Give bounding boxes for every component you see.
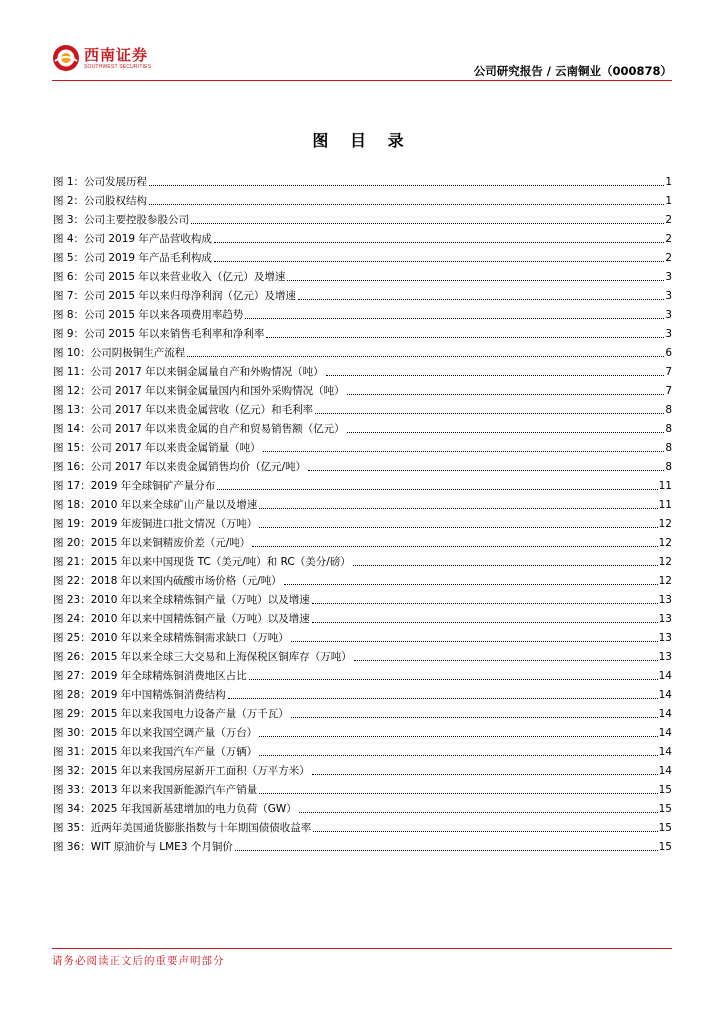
toc-entry-page-number: 15 — [658, 841, 672, 853]
footer-divider — [52, 948, 672, 949]
toc-dot-leader — [214, 261, 664, 262]
toc-entry[interactable] — [53, 170, 672, 189]
toc-entry-label: 图 20：2015 年以来铜精废价差（元/吨） — [53, 537, 251, 549]
toc-dot-leader — [252, 546, 657, 547]
toc-entry[interactable] — [53, 778, 672, 797]
toc-dot-leader — [312, 603, 658, 604]
toc-dot-leader — [149, 185, 664, 186]
toc-dot-leader — [249, 679, 658, 680]
toc-entry[interactable] — [53, 626, 672, 645]
toc-entry[interactable] — [53, 740, 672, 759]
header-divider — [52, 80, 672, 81]
toc-entry-page-number: 12 — [658, 518, 672, 530]
toc-entry[interactable] — [53, 398, 672, 417]
toc-entry-page-number: 14 — [658, 765, 672, 777]
toc-entry[interactable] — [53, 816, 672, 835]
toc-entry[interactable] — [53, 531, 672, 550]
toc-dot-leader — [308, 470, 664, 471]
toc-entry[interactable] — [53, 721, 672, 740]
toc-dot-leader — [217, 489, 657, 490]
toc-entry[interactable] — [53, 322, 672, 341]
toc-entry-label: 图 12：公司 2017 年以来铜金属量国内和国外采购情况（吨） — [53, 385, 345, 397]
toc-entry-label: 图 9：公司 2015 年以来销售毛利率和净利率 — [53, 328, 265, 340]
toc-entry-page-number: 8 — [665, 442, 672, 454]
toc-entry-label: 图 26：2015 年以来全球三大交易和上海保税区铜库存（万吨） — [53, 651, 352, 663]
toc-entry-page-number: 13 — [658, 613, 672, 625]
toc-entry-page-number: 7 — [665, 385, 672, 397]
toc-entry[interactable] — [53, 417, 672, 436]
toc-entry-label: 图 2：公司股权结构 — [53, 195, 148, 207]
toc-entry-label: 图 3：公司主要控股参股公司 — [53, 214, 190, 226]
toc-entry[interactable] — [53, 246, 672, 265]
toc-entry-page-number: 1 — [665, 195, 672, 207]
toc-entry-label: 图 33：2013 年以来我国新能源汽车产销量 — [53, 784, 258, 796]
company-logo — [52, 44, 151, 72]
toc-entry-label: 图 28：2019 年中国精炼铜消费结构 — [53, 689, 226, 701]
toc-dot-leader — [347, 394, 665, 395]
toc-entry[interactable] — [53, 303, 672, 322]
toc-entry-label: 图 27：2019 年全球精炼铜消费地区占比 — [53, 670, 247, 682]
toc-dot-leader — [214, 242, 664, 243]
toc-dot-leader — [347, 432, 665, 433]
toc-entry-page-number: 2 — [665, 214, 672, 226]
toc-entry-label: 图 35：近两年美国通货膨胀指数与十年期国债债收益率 — [53, 822, 312, 834]
toc-entry-label: 图 29：2015 年以来我国电力设备产量（万千瓦） — [53, 708, 289, 720]
toc-entry-label: 图 24：2010 年以来中国精炼铜产量（万吨）以及增速 — [53, 613, 310, 625]
toc-entry[interactable] — [53, 379, 672, 398]
toc-dot-leader — [284, 584, 658, 585]
toc-entry-label: 图 32：2015 年以来我国房屋新开工面积（万平方米） — [53, 765, 310, 777]
toc-dot-leader — [313, 831, 657, 832]
toc-entry[interactable] — [53, 569, 672, 588]
toc-dot-leader — [245, 318, 664, 319]
toc-dot-leader — [312, 622, 658, 623]
toc-entry[interactable] — [53, 493, 672, 512]
toc-entry-page-number: 12 — [658, 537, 672, 549]
toc-dot-leader — [266, 337, 664, 338]
toc-dot-leader — [259, 736, 657, 737]
toc-dot-leader — [291, 717, 658, 718]
toc-entry-label: 图 34：2025 年我国新基建增加的电力负荷（GW） — [53, 803, 297, 815]
toc-entry-page-number: 3 — [665, 271, 672, 283]
toc-dot-leader — [259, 755, 657, 756]
toc-entry-page-number: 3 — [665, 328, 672, 340]
toc-entry-page-number: 11 — [658, 480, 672, 492]
toc-entry-label: 图 5：公司 2019 年产品毛利构成 — [53, 252, 212, 264]
toc-entry-page-number: 12 — [658, 556, 672, 568]
toc-entry-page-number: 12 — [658, 575, 672, 587]
toc-entry-label: 图 30：2015 年以来我国空调产量（万台） — [53, 727, 258, 739]
toc-entry[interactable] — [53, 341, 672, 360]
toc-entry-label: 图 15：公司 2017 年以来贵金属销量（吨） — [53, 442, 261, 454]
toc-entry[interactable] — [53, 189, 672, 208]
toc-dot-leader — [291, 641, 658, 642]
toc-entry[interactable] — [53, 512, 672, 531]
toc-entry[interactable] — [53, 588, 672, 607]
toc-entry[interactable] — [53, 683, 672, 702]
toc-title: 图 目 录 — [312, 131, 412, 150]
toc-entry-label: 图 6：公司 2015 年以来营业收入（亿元）及增速 — [53, 271, 286, 283]
toc-dot-leader — [149, 204, 664, 205]
toc-dot-leader — [191, 223, 664, 224]
toc-entry[interactable] — [53, 664, 672, 683]
toc-dot-leader — [228, 698, 658, 699]
toc-entry-page-number: 14 — [658, 727, 672, 739]
toc-entry-label: 图 14：公司 2017 年以来贵金属的自产和贸易销售额（亿元） — [53, 423, 345, 435]
toc-entry[interactable] — [53, 360, 672, 379]
toc-entry-page-number: 13 — [658, 594, 672, 606]
toc-entry-page-number: 2 — [665, 252, 672, 264]
toc-entry-page-number: 1 — [665, 176, 672, 188]
toc-entry-label: 图 21：2015 年以来中国现货 TC（美元/吨）和 RC（美分/磅） — [53, 556, 351, 568]
toc-entry[interactable] — [53, 474, 672, 493]
toc-entry-page-number: 15 — [658, 822, 672, 834]
toc-entry-page-number: 8 — [665, 404, 672, 416]
toc-dot-leader — [326, 375, 665, 376]
toc-entry-label: 图 18：2010 年以来全球矿山产量以及增速 — [53, 499, 258, 511]
toc-dot-leader — [259, 508, 657, 509]
toc-entry-label: 图 11：公司 2017 年以来铜金属量自产和外购情况（吨） — [53, 366, 324, 378]
toc-entry-label: 图 16：公司 2017 年以来贵金属销售均价（亿元/吨） — [53, 461, 307, 473]
toc-entry-page-number: 14 — [658, 746, 672, 758]
toc-entry-page-number: 14 — [658, 689, 672, 701]
toc-entry[interactable] — [53, 607, 672, 626]
logo-english-name: SOUTHWEST SECURITIES — [84, 63, 152, 70]
toc-entry-label: 图 4：公司 2019 年产品营收构成 — [53, 233, 212, 245]
toc-entry-page-number: 8 — [665, 461, 672, 473]
toc-entry-page-number: 7 — [665, 366, 672, 378]
toc-entry-page-number: 14 — [658, 708, 672, 720]
toc-dot-leader — [263, 451, 665, 452]
toc-dot-leader — [287, 280, 664, 281]
toc-dot-leader — [187, 356, 664, 357]
toc-entry-label: 图 7：公司 2015 年以来归母净利润（亿元）及增速 — [53, 290, 296, 302]
toc-entry-label: 图 10：公司阴极铜生产流程 — [53, 347, 186, 359]
toc-entry-page-number: 15 — [658, 784, 672, 796]
toc-entry-label: 图 8：公司 2015 年以来各项费用率趋势 — [53, 309, 244, 321]
toc-dot-leader — [354, 660, 658, 661]
toc-entry[interactable] — [53, 284, 672, 303]
toc-entry-page-number: 3 — [665, 290, 672, 302]
logo-chinese-name: 西南证券 — [84, 45, 149, 64]
toc-entry-page-number: 8 — [665, 423, 672, 435]
toc-entry-page-number: 11 — [658, 499, 672, 511]
toc-entry-label: 图 23：2010 年以来全球精炼铜产量（万吨）以及增速 — [53, 594, 310, 606]
toc-entry[interactable] — [53, 702, 672, 721]
toc-dot-leader — [235, 850, 658, 851]
toc-dot-leader — [312, 774, 658, 775]
toc-dot-leader — [353, 565, 658, 566]
toc-entry-page-number: 15 — [658, 803, 672, 815]
toc-entry[interactable] — [53, 455, 672, 474]
footer-disclaimer: 请务必阅读正文后的重要声明部分 — [52, 955, 225, 967]
toc-entry[interactable] — [53, 208, 672, 227]
report-info: 公司研究报告 / 云南铜业（000878） — [473, 64, 672, 78]
toc-entry[interactable] — [53, 797, 672, 816]
toc-entry-label: 图 25：2010 年以来全球精炼铜需求缺口（万吨） — [53, 632, 289, 644]
toc-entry-label: 图 19：2019 年废铜进口批文情况（万吨） — [53, 518, 258, 530]
toc-entry-label: 图 1：公司发展历程 — [53, 176, 148, 188]
toc-entry[interactable] — [53, 835, 672, 854]
toc-entry[interactable] — [53, 645, 672, 664]
figure-index-list — [53, 170, 672, 854]
toc-entry[interactable] — [53, 759, 672, 778]
toc-dot-leader — [259, 527, 657, 528]
toc-entry-label: 图 13：公司 2017 年以来贵金属营收（亿元）和毛利率 — [53, 404, 314, 416]
toc-entry-page-number: 3 — [665, 309, 672, 321]
toc-entry-page-number: 6 — [665, 347, 672, 359]
toc-entry[interactable] — [53, 227, 672, 246]
toc-entry[interactable] — [53, 550, 672, 569]
toc-entry-label: 图 31：2015 年以来我国汽车产量（万辆） — [53, 746, 258, 758]
toc-entry-page-number: 2 — [665, 233, 672, 245]
toc-entry-page-number: 13 — [658, 651, 672, 663]
toc-dot-leader — [299, 812, 658, 813]
toc-entry-page-number: 14 — [658, 670, 672, 682]
toc-dot-leader — [259, 793, 657, 794]
toc-dot-leader — [315, 413, 664, 414]
toc-entry-label: 图 17：2019 年全球铜矿产量分布 — [53, 480, 216, 492]
toc-entry[interactable] — [53, 265, 672, 284]
toc-entry[interactable] — [53, 436, 672, 455]
southwest-securities-logo-icon — [52, 44, 80, 72]
toc-entry-page-number: 13 — [658, 632, 672, 644]
toc-dot-leader — [298, 299, 664, 300]
toc-entry-label: 图 22：2018 年以来国内硫酸市场价格（元/吨） — [53, 575, 282, 587]
toc-entry-label: 图 36：WIT 原油价与 LME3 个月铜价 — [53, 841, 233, 853]
